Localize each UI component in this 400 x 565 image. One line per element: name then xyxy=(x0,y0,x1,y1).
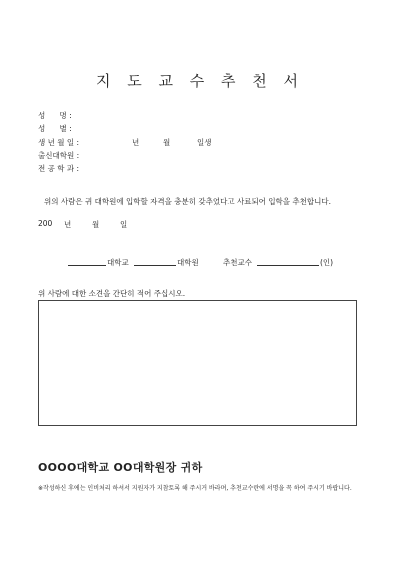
seal-mark: (인) xyxy=(320,258,334,267)
date-year: 200 xyxy=(38,219,53,228)
footnote: ※작성하신 후에는 인비처리 하셔서 지원자가 지참토록 해 주시거 바라며, 추천교수란에 서명을 꼭 하여 주시기 바랍니다. xyxy=(38,485,352,492)
recommender-label: 추천교수 xyxy=(223,258,252,267)
birth-year-unit: 년 xyxy=(132,138,140,147)
graduate-school-blank[interactable] xyxy=(134,265,176,266)
gender-label: 성 별 : xyxy=(38,124,72,133)
document-title: 지 도 교 수 추 천 서 xyxy=(95,72,305,90)
opinion-label: 위 사람에 대한 소견을 간단히 적어 주십시오. xyxy=(38,289,186,298)
birth-field xyxy=(38,137,98,148)
gender-field xyxy=(38,123,98,134)
graduate-school-field xyxy=(38,150,98,161)
birth-day-unit: 일생 xyxy=(197,138,212,147)
addressee: OOOO대학교 OO대학원장 귀하 xyxy=(38,461,203,474)
university-blank[interactable] xyxy=(68,265,106,266)
recommender-blank[interactable] xyxy=(257,265,319,266)
birth-label: 생 년 월 일 : xyxy=(38,138,80,147)
name-field xyxy=(38,110,98,121)
recommendation-statement: 위의 사람은 귀 대학원에 입학할 자격을 충분히 갖추었다고 사료되어 입학을 추천합니다. xyxy=(44,197,332,206)
major-field xyxy=(38,163,98,174)
opinion-textbox[interactable] xyxy=(38,300,357,426)
major-label: 전 공 학 과 : xyxy=(38,164,80,173)
graduate-school-label: 출신대학원 : xyxy=(38,151,80,160)
university-label: 대학교 xyxy=(107,258,129,267)
name-label: 성 명 : xyxy=(38,111,72,120)
birth-month-unit: 월 xyxy=(163,138,171,147)
date-year-unit: 년 xyxy=(64,220,72,229)
graduate-school-sign-label: 대학원 xyxy=(177,258,199,267)
date-day-unit: 일 xyxy=(120,220,128,229)
date-month-unit: 월 xyxy=(92,220,100,229)
